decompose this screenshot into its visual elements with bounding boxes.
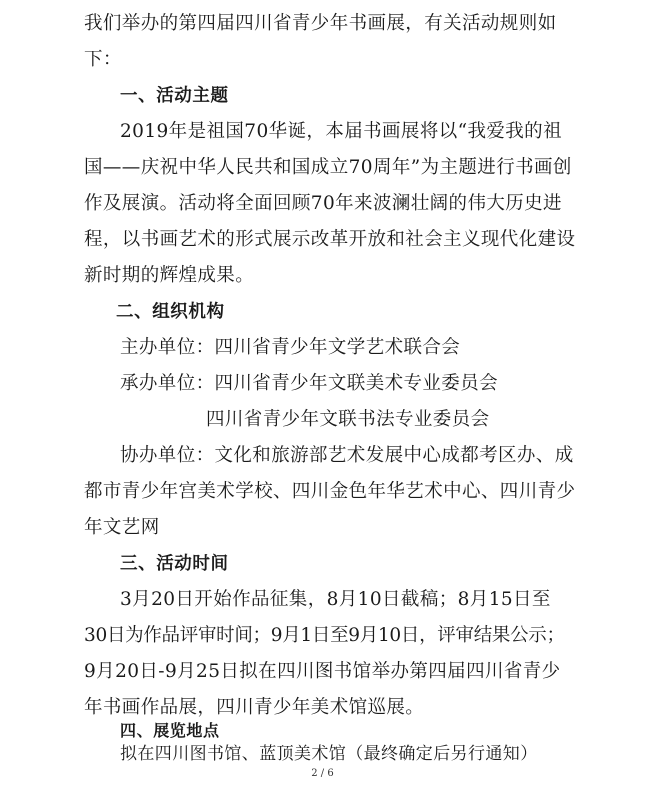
- section-4-line-1: 拟在四川图书馆、蓝顶美术馆（最终确定后另行通知）: [120, 744, 538, 764]
- section-1-line-3: 作及展演。活动将全面回顾70年来波澜壮阔的伟大历史进: [84, 193, 562, 214]
- section-1-line-5: 新时期的辉煌成果。: [84, 265, 255, 286]
- section-1-line-4: 程，以书画艺术的形式展示改革开放和社会主义现代化建设: [84, 229, 576, 250]
- section-3-line-2: 30日为作品评审时间；9月1日至9月10日，评审结果公示；: [84, 625, 565, 646]
- section-2-host: 主办单位：四川省青少年文学艺术联合会: [120, 337, 461, 358]
- page-number: 2 / 6: [311, 768, 334, 779]
- section-2-coorganizer-3: 年文艺网: [84, 517, 160, 538]
- section-3-line-3: 9月20日-9月25日拟在四川图书馆举办第四届四川省青少: [84, 661, 561, 682]
- section-1-heading: 一、活动主题: [120, 86, 229, 106]
- section-2-coorganizer-1: 协办单位：文化和旅游部艺术发展中心成都考区办、成: [120, 445, 574, 466]
- section-1-line-2: 国——庆祝中华人民共和国成立70周年”为主题进行书画创: [84, 157, 572, 178]
- intro-line-1: 我们举办的第四届四川省青少年书画展，有关活动规则如: [84, 13, 557, 34]
- intro-line-2: 下：: [84, 49, 122, 70]
- section-3-line-1: 3月20日开始作品征集，8月10日截稿；8月15日至: [120, 589, 551, 610]
- section-2-organizer-2: 四川省青少年文联书法专业委员会: [206, 409, 490, 430]
- section-4-heading: 四、展览地点: [120, 721, 220, 740]
- section-2-heading: 二、组织机构: [116, 302, 225, 322]
- section-3-heading: 三、活动时间: [120, 554, 229, 574]
- section-3-line-4: 年书画作品展，四川青少年美术馆巡展。: [84, 697, 425, 718]
- section-1-line-1: 2019年是祖国70华诞，本届书画展将以“我爱我的祖: [120, 121, 562, 142]
- section-2-organizer: 承办单位：四川省青少年文联美术专业委员会: [120, 373, 499, 394]
- section-2-coorganizer-2: 都市青少年宫美术学校、四川金色年华艺术中心、四川青少: [84, 481, 576, 502]
